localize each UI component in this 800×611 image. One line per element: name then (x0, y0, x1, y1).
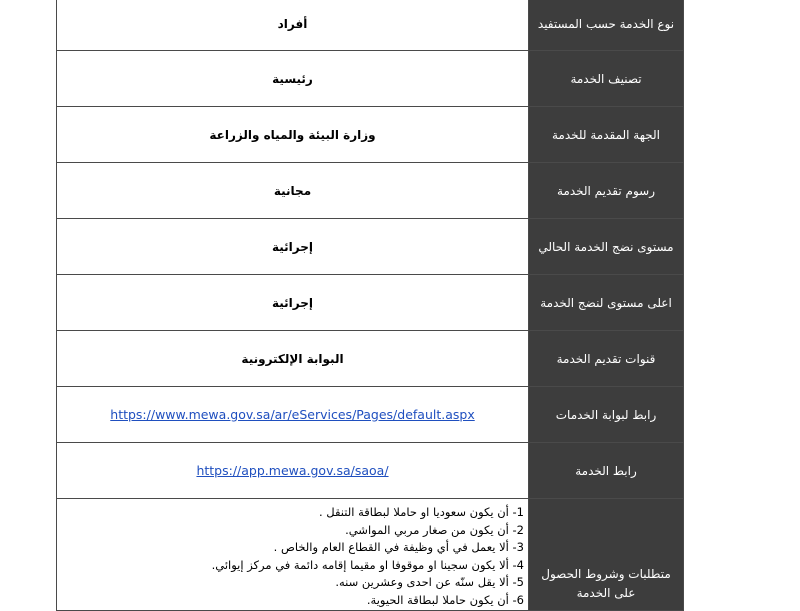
row-value: مجانية (57, 163, 529, 219)
requirement-item: 5- ألا يقل سنّه عن احدى وعشرين سنه. (335, 575, 524, 590)
row-label: نوع الخدمة حسب المستفيد (529, 0, 684, 51)
requirement-item: 6- أن يكون حاملا لبطاقة الحيوية. (366, 592, 524, 607)
row-value (57, 443, 529, 499)
requirement-item: 4- ألا يكون سجينا او موقوفا او مقيما إقامه دائمة في مركز إيوائي. (211, 557, 524, 572)
row-label: رابط لبوابة الخدمات (529, 387, 684, 443)
row-value: إجرائية (57, 275, 529, 331)
row-value: البوابة الإلكترونية (57, 331, 529, 387)
requirement-item: 1- أن يكون سعوديا او حاملا لبطاقة التنقل . (318, 505, 524, 519)
requirement-item: 3- ألا يعمل في أي وظيفة في القطاع العام والخاص . (273, 540, 524, 555)
table-row (57, 219, 684, 275)
table-row (57, 107, 684, 163)
requirements-label (529, 499, 684, 611)
table-row (57, 51, 684, 107)
table-row-requirements (57, 499, 684, 611)
table-row (57, 275, 684, 331)
row-label: رابط الخدمة (529, 443, 684, 499)
row-label: مستوى نضج الخدمة الحالي (529, 219, 684, 275)
row-value: رئيسية (57, 51, 529, 107)
service-info-table (56, 0, 684, 611)
table-row (57, 331, 684, 387)
requirements-label-line2: على الخدمة (576, 586, 636, 600)
services-portal-link[interactable]: https://www.mewa.gov.sa/ar/eServices/Pages/default.aspx (110, 407, 475, 422)
requirements-list (57, 504, 524, 610)
row-label: قنوات تقديم الخدمة (529, 331, 684, 387)
row-label: تصنيف الخدمة (529, 51, 684, 107)
table-row (57, 0, 684, 51)
requirements-label-line1: متطلبات وشروط الحصول (541, 567, 671, 581)
table-row (57, 387, 684, 443)
row-value: إجرائية (57, 219, 529, 275)
row-label: اعلى مستوى لنضج الخدمة (529, 275, 684, 331)
requirement-item: 2- أن يكون من صغار مربي المواشي. (345, 522, 524, 537)
row-value (57, 387, 529, 443)
requirements-value (57, 499, 529, 611)
service-link[interactable]: https://app.mewa.gov.sa/saoa/ (196, 463, 389, 478)
row-label: رسوم تقديم الخدمة (529, 163, 684, 219)
row-label: الجهة المقدمة للخدمة (529, 107, 684, 163)
row-value: أفراد (57, 0, 529, 51)
table-row (57, 163, 684, 219)
row-value: وزارة البيئة والمياه والزراعة (57, 107, 529, 163)
table-row (57, 443, 684, 499)
